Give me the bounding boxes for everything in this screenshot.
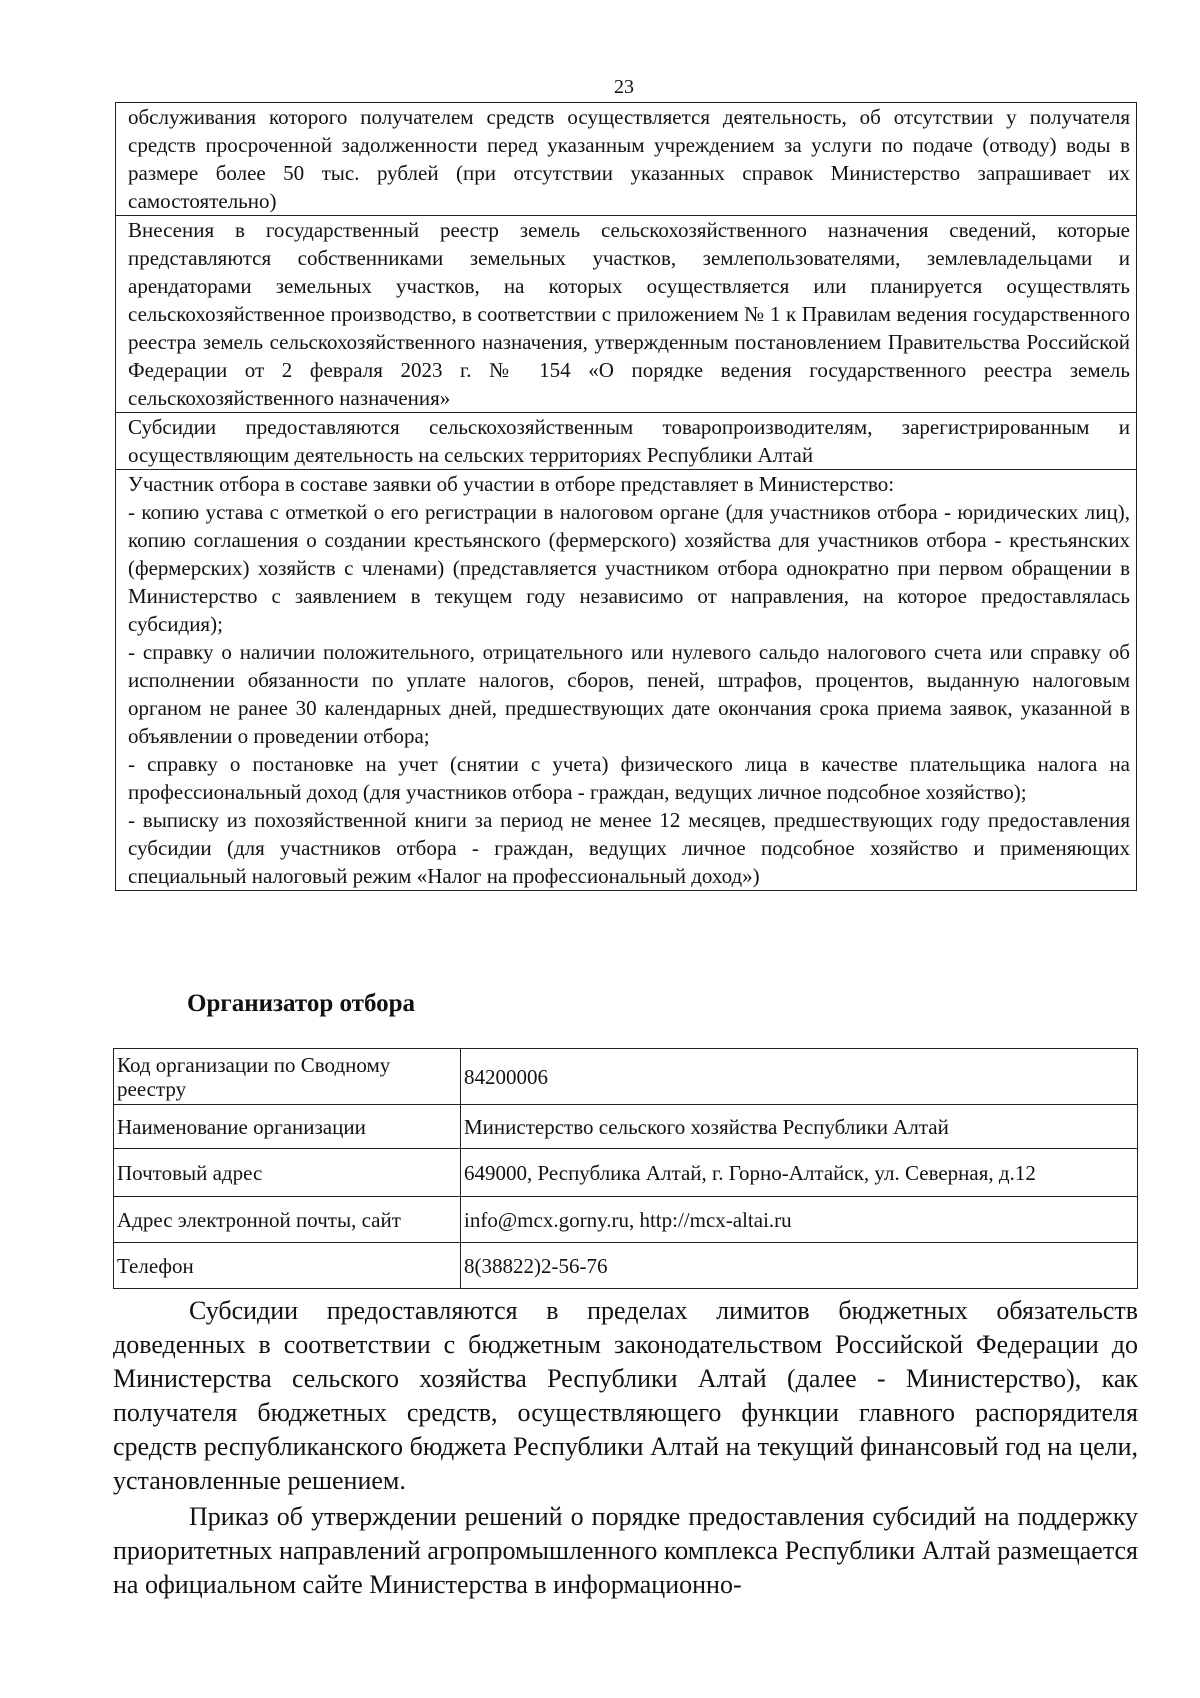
table-row (114, 1197, 1138, 1243)
requirements-cell-water-debt (116, 103, 1136, 215)
row-value: Министерство сельского хозяйства Республики Алтай (461, 1105, 1138, 1149)
cell-paragraph: - справку о наличии положительного, отрицательного или нулевого сальдо налогового счета или справку об исполнении обязанности по уплате налогов, сборов, пеней, штрафов, процентов, выданную налоговым органом не ранее 30 календарных дней, предшествующих дате окончания срока приема заявок, указанной в объявлении о проведении отбора; (128, 640, 1130, 748)
cell-paragraph: - справку о постановке на учет (снятии с учета) физического лица в качестве плательщика налога на профессиональный доход (для участников отбора - граждан, ведущих личное подсобное хозяйство); (128, 752, 1130, 804)
row-value: info@mcx.gorny.ru, http://mcx-altai.ru (461, 1197, 1138, 1243)
row-label: Почтовый адрес (114, 1149, 461, 1197)
organizer-table (113, 1048, 1138, 1289)
requirements-cell-land-registry (116, 215, 1136, 412)
row-label: Телефон (114, 1243, 461, 1289)
cell-paragraph: Участник отбора в составе заявки об участии в отборе представляет в Министерство: (128, 472, 895, 496)
row-value: 84200006 (461, 1049, 1138, 1105)
row-label: Наименование организации (114, 1105, 461, 1149)
row-value: 649000, Республика Алтай, г. Горно-Алтайск, ул. Северная, д.12 (461, 1149, 1138, 1197)
body-paragraph-limits: Субсидии предоставляются в пределах лимитов бюджетных обязательств доведенных в соответствии с бюджетным законодательством Российской Федерации до Министерства сельского хозяйства Республики Алтай (далее - Министерство), как получателя бюджетных средств, осуществляющего функции главного распорядителя средств республиканского бюджета Республики Алтай на текущий финансовый год на цели, установленные решением. (113, 1296, 1138, 1495)
table-row (114, 1243, 1138, 1289)
cell-paragraph: Субсидии предоставляются сельскохозяйственным товаропроизводителям, зарегистрированным и осуществляющим деятельность на сельских территориях Республики Алтай (128, 415, 1130, 467)
page-number: 23 (614, 76, 634, 98)
requirements-cell-documents (116, 469, 1136, 890)
cell-paragraph: Внесения в государственный реестр земель сельскохозяйственного назначения сведений, которые представляются собственниками земельных участков, землепользователями, землевладельцами и арендаторами земельных участков, на которых осуществляется или планируется осуществлять сельскохозяйственное производство, в соответствии с приложением № 1 к Правилам ведения государственного реестра земель сельскохозяйственного назначения, утвержденным постановлением Правительства Российской Федерации от 2 февраля 2023 г. № 154 «О порядке ведения государственного реестра земель сельскохозяйственного назначения» (128, 218, 1130, 410)
cell-paragraph: - выписку из похозяйственной книги за период не менее 12 месяцев, предшествующих году предоставления субсидии (для участников отбора - граждан, ведущих личное подсобное хозяйство и применяющих специальный налоговый режим «Налог на профессиональный доход») (128, 808, 1130, 888)
body-paragraph-order: Приказ об утверждении решений о порядке предоставления субсидий на поддержку приоритетных направлений агропромышленного комплекса Республики Алтай размещается на официальном сайте Министерства в информационно- (113, 1502, 1138, 1599)
table-row (114, 1105, 1138, 1149)
row-value: 8(38822)2-56-76 (461, 1243, 1138, 1289)
cell-paragraph: обслуживания которого получателем средств осуществляется деятельность, об отсутствии у получателя средств просроченной задолженности перед указанным учреждением за услуги по подаче (отводу) воды в размере более 50 тыс. рублей (при отсутствии указанных справок Министерство запрашивает их самостоятельно) (128, 105, 1130, 213)
row-label: Код организации по Сводному реестру (114, 1049, 461, 1105)
requirements-cell-eligible-recipients (116, 412, 1136, 469)
cell-paragraph: - копию устава с отметкой о его регистрации в налоговом органе (для участников отбора - юридических лиц), копию соглашения о создании крестьянского (фермерского) хозяйства для участников отбора - крестьянских (фермерских) хозяйств с членами) (представляется участником отбора однократно при первом обращении в Министерство с заявлением в текущем году независимо от направления, на которое предоставлялась субсидия); (128, 500, 1130, 636)
requirements-table (115, 102, 1137, 891)
table-row (114, 1149, 1138, 1197)
row-label: Адрес электронной почты, сайт (114, 1197, 461, 1243)
table-row (114, 1049, 1138, 1105)
organizer-heading: Организатор отбора (187, 990, 416, 1017)
